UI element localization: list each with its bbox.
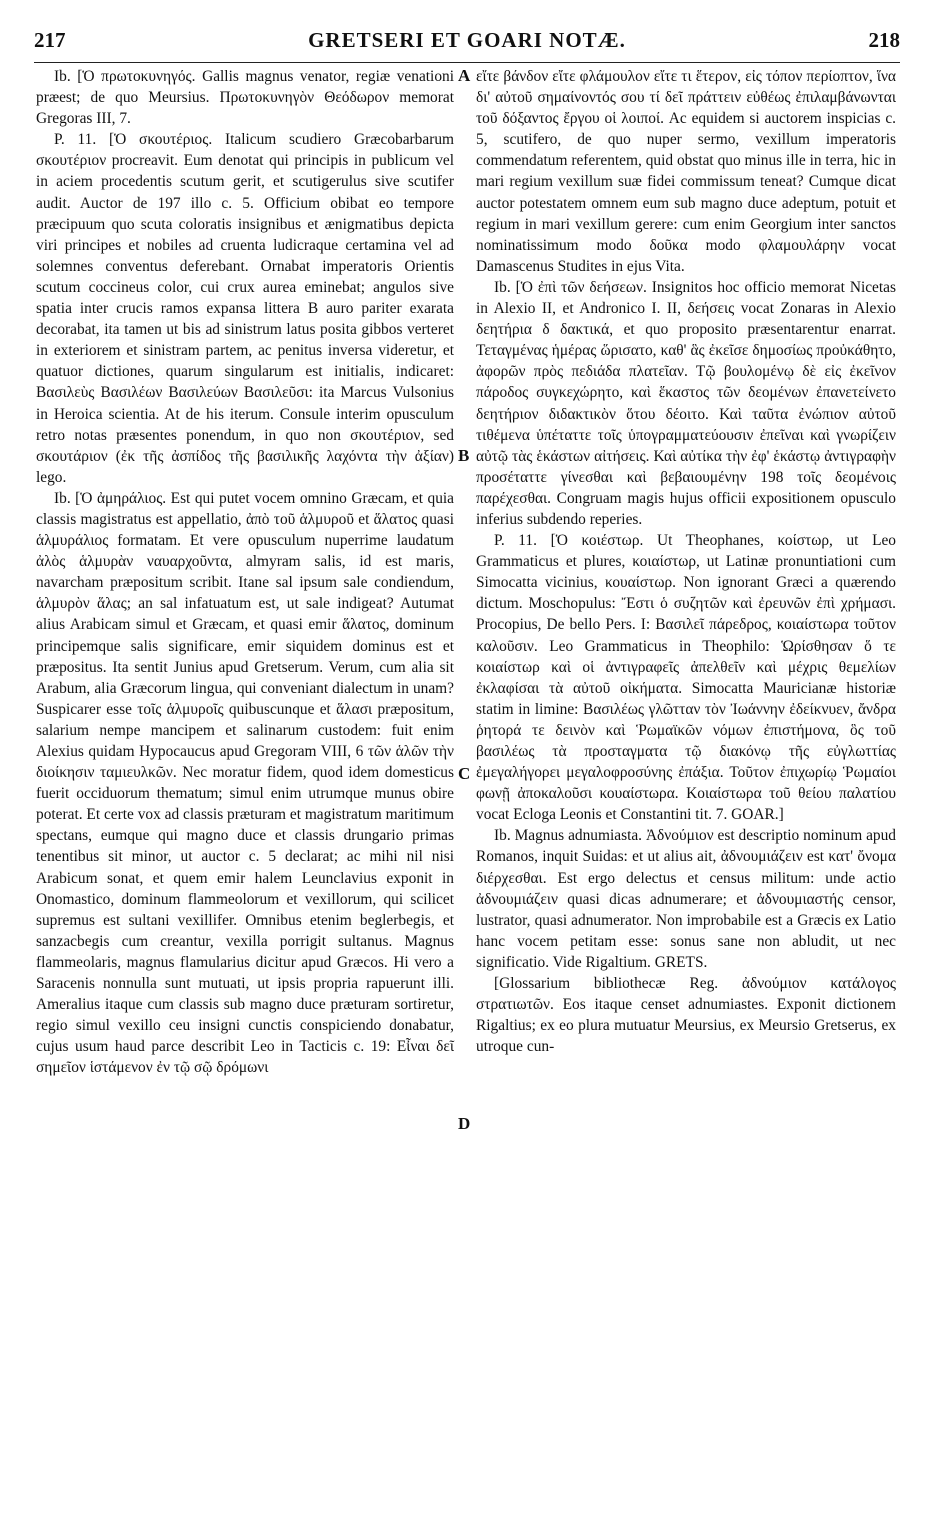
note-adnumiasta: Ib. Magnus adnumiasta. Ἀδνούμιον est descriptio nominum apud Romanos, inquit Suidas: et ut alius ait, ἀδνουμιάζειν est κατ' ὄνομα διέρχεσθαι. Est ergo delectus et census militum: unde actio ἀδνουμιάζειν quasi dicas adnumerare; et ἀδνουμιαστής censor, lustrator, quasi adnumerator. Non improbabile est a Græcis ex Latio hanc vocem petitam esse: sonus sane non abludit, ut nec significatio. Vide Rigaltium. GRETS. bbox=[476, 827, 896, 971]
note-glossarium: [Glossarium bibliothecæ Reg. ἀδνούμιον κατάλογος στρατιωτῶν. Eos itaque censet adnumiastes. Exponit dictionem Rigaltius; ex eo plura mutuatur Meursius, ex Meursio Gretserus, ex utroque cun- bbox=[476, 975, 896, 1056]
right-column bbox=[476, 66, 896, 1057]
margin-marker-c: C bbox=[458, 764, 471, 783]
note-epi-ton-deeseon: Ib. [Ὁ ἐπὶ τῶν δεήσεων. Insignitos hoc officio memorat Nicetas in Alexio II, et Andronico I. II, δεήσεις vocat Zonaras in Alexio δεητήρια δ δακτικά, et quo proposito præsentarentur enarrat. Τεταγμένας ἡμέρας ὥρισατο, καθ' ἃς ἐκεῖσε δημοσίως προὐκάθητο, ἀφορῶν πρὸς πεδιάδα πλατεῖαν. Τῷ βουλομένῳ δὲ εἰς ἐκεῖνον πάροδος συγκεχώρητο, καὶ ἕκαστος τῶν δεομένων ἐπανετείνετο δεητήριον διδακτικὸν ὅτου δέοιτο. Καὶ ταῦτα ἐνώπιον αὐτοῦ τιθέμενα ὑπέταττε τοῖς ὑπογραμματεύουσιν ἐπεῖναι καὶ γνωρίζειν αὐτῷ τὰς ἑκάστων αἰτήσεις. Καὶ αὐτίκα τὴν ἐφ' ἑκάστῳ ἀντιγραφὴν προσέταττε γίνεσθαι καὶ βεβαιουμένην 198 τοῖς δεομένοις παρέχεσθαι. Congruam magis hujus officii expositionem opusculo inferius subdendo reperies. bbox=[476, 278, 896, 528]
margin-marker-b: B bbox=[458, 446, 470, 465]
page-number-left: 217 bbox=[34, 28, 66, 52]
page-number-right: 218 bbox=[868, 28, 900, 52]
margin-marker-a: A bbox=[458, 66, 471, 85]
note-koiestor: P. 11. [Ὁ κοιέστωρ. Ut Theophanes, κοίστωρ, ut Leo Grammaticus et plures, κοιαίστωρ, ut Latinæ pronuntiationi cum Simocatta vicinius, κουαίστωρ. Non ignorant Græci a quærendo dictum. Moschopulus: Ἔστι ὁ συζητῶν καὶ ἐρευνῶν ἐπὶ χρήμασι. Procopius, De bello Pers. I: Βασιλεῖ πάρεδρος, κοιαίστωρα τοῦτον καλοῦσιν. Leo Grammaticus in Theophilo: Ὡρίσθησαν ὅ τε κοιαίστωρ καὶ οἱ ἀντιγραφεῖς ἀπελθεῖν καὶ μέχρις θεμελίων ἐκλαφίσαι τὰ αὐτοῦ οἰκήματα. Simocatta Mauricianæ historiæ statim in limine: Βασιλέως γλῶτταν τὸν Ἰωάννην ἐδείκνυεν, ἄνδρα ῥητορά τε δεινὸν καὶ Ῥωμαϊκῶν νόμων ἐπιστήμονα, ὃς τοῦ βασιλέως τὰ προσταγματα τῷ διακόνῳ τῆς εὐγλωττίας ἐμεγαλήγορει μεγαλοφροσύνης ἐπάξια. Τοῦτον ἐπιχωρίῳ Ῥωμαίοι φωνῇ ἀποκαλοῦσι κουαίστωρα. Κοιαίστωρα τοῦ θείου παλατίου vocat Ecloga Leonis et Constantini tit. 7. GOAR.] bbox=[476, 532, 896, 824]
note-skouterios: P. 11. [Ὁ σκουτέριος. Italicum scudiero Græcobarbarum σκουτέριον procreavit. Eum denotat qui principis in publicum vel in aciem procedentis scutum gerit, et scutigerulus sive scutifer audit. Auctor de 197 illo c. 5. Officium obibat eo tempore præcipuum quo scuta coloratis insignibus et ænigmatibus depicta viri principes et nobiles ad cruenta ludicraque certamina vel ad solemnes conventus deferebant. Ornabat imperatoris Orientis scutum coccineus color, cui crux aurea eminebat; angulos sive spatia inter crucis ramos expansa littera B auro pariter exarata decorabat, ita tamen ut bis ad sinistrum latus posita gibbos verteret in exteriorem et sinistram partem, ac penitus inversa videretur, et quatuor dictiones, quarum singularum est initialis, indicaret: Βασιλεὺς Βασιλέων Βασιλεύων Βασιλεῦσι: ita Marcus Vulsonius in Heroica scientia. At de his iterum. Consule interim opusculum retro notas præsentes ponendum, in quo non σκουτέριον, sed σκουτάριον (ἐκ τῆς ἀσπίδος τῆς βασιλικῆς λαχόντα τὴν ἀξίαν) lego. bbox=[36, 131, 454, 486]
margin-marker-d: D bbox=[458, 1114, 471, 1133]
note-ameralios: Ib. [Ὁ ἀμηράλιος. Est qui putet vocem omnino Græcam, et quia classis magistratus est appellatio, ἀπὸ τοῦ ἁλμυροῦ et ἅλατος quasi ἁλμυράλιος formatam. Et vere opusculum nuperrime laudatum ἀλὸς ἁλμυρὰν ναυαρχοῦντα, almyram salis, id est maris, navarcham præpositum scribit. Itane sal ipsum sale condiendum, ἁλμυρὸν ἅλας; an sal infatuatum est, ut sale indigeat? Autumat alius Arabicam simul et Græcam, et quasi emir ἅλατος, dominum principemque salis significare, emir siquidem dominus est et præpositus. Ita sentit Junius apud Gretserum. Verum, cum alia sit Arabum, alia Græcorum lingua, qui conveniant dialectum in unam? Suspicarer esse τοῖς ἁλμυροῖς quibuscunque et ἅλασι præpositum, salarium nempe mancipem et salinarum custodem: fuit enim Alexius quidam Hypocaucus apud Gregoram VIII, 6 τῶν ἁλῶν τὴν διοίκησιν ταμιευλκῶν. Nec moratur fidem, quod idem domesticus fuerit occiduorum thematum; simul enim utrumque munus obire poterat. Et certe vox ad classis præturam et magistratum maritimum spectans, eumque qui magno duce et classis drungario primas tenentibus sit minor, ut auctor c. 5 declarat; ac mihi nil nisi Arabicum sonat, et quem emir halem Leunclavius exponit in Onomastico, dominum flammeolorum et vexillorum, qui scilicet supremus est sultani vexillifer. Omnibus etenim beglerbegis, et sanzacbegis cum creantur, vexilla porrigit sultanus. Magnus flammeolaris, magnus flamularius dicitur apud Græcos. Hi vero a Saracenis nonnulla sunt mutuati, ut ipsis propria rapuerunt illi. Ameralius itaque cum classis sub magno duce præturam sortiretur, regio simul vexillo ceu insigni cunctis conspiciendo donabatur, cujus usum haud parce describit Leo in Tacticis c. 19: Εἶναι δεῖ σημεῖον ἱστάμενον ἐν τῷ σῷ δρόμωνι bbox=[36, 489, 454, 1077]
running-header bbox=[34, 22, 900, 63]
note-protokynegos: Ib. [Ὁ πρωτοκυνηγός. Gallis magnus venator, regiæ venationi præest; de quo Meursius. Πρωτοκυνηγὸν Θεόδωρον memorat Gregoras III, 7. bbox=[36, 68, 454, 128]
running-title: GRETSERI ET GOARI NOTÆ. bbox=[308, 28, 626, 52]
left-column bbox=[36, 66, 454, 1079]
note-ameralios-continued: εἴτε βάνδον εἴτε φλάμουλον εἴτε τι ἕτερον, εἰς τόπον περίοπτον, ἵνα δι' αὐτοῦ σημαίνοντός σου τί δεῖ πράττειν εὐθέως ἐπιλαμβάνωνται τοῦ δόξαντος ἔργου οἱ λοιποί. Ac equidem si auctorem inspicias c. 5, scutifero, de quo nuper sermo, vexillum imperatoris commendatum referentem, quid obstat quo minus ille in terra, hic in mari regium vexillum suæ fidei commissum teneat? Cumque dicat auctor potestatem omnem eum sub magno duce adeptum, potuit et regium in mari vexillum gerere: cum enim Georgium inter sanctos nominatissimum modo δοῦκα modo φλαμουλάρην vocat Damascenus Studites in ejus Vita. bbox=[476, 68, 896, 275]
